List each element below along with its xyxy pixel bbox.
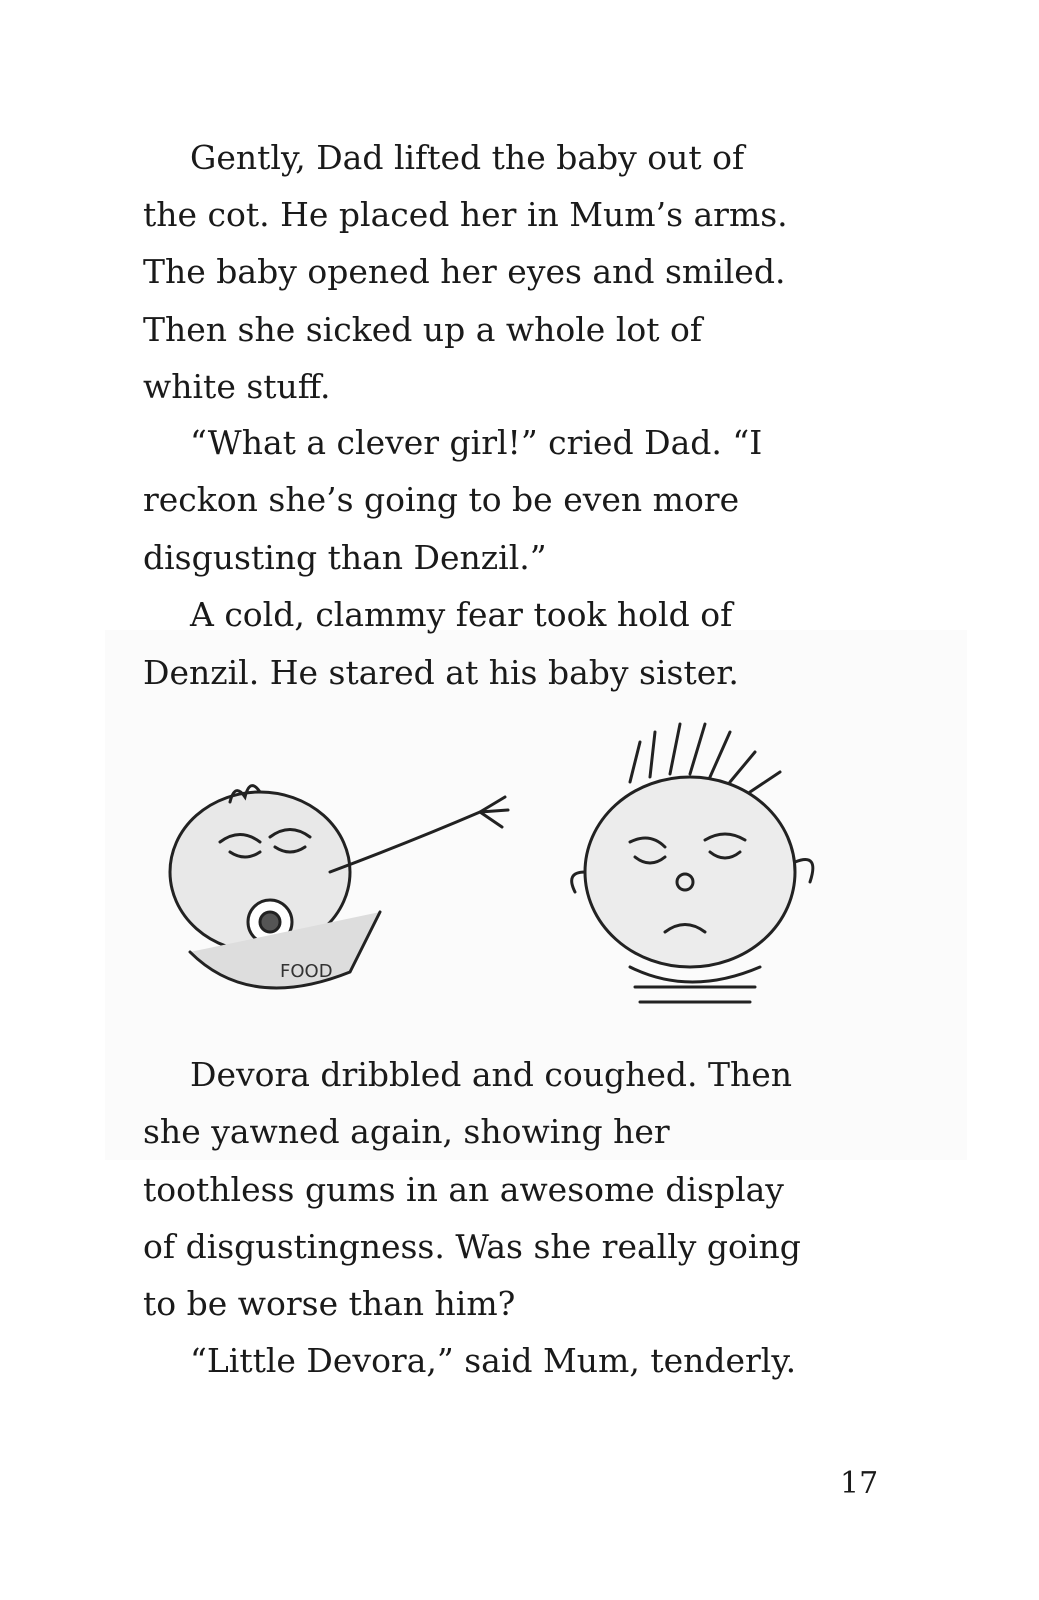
bib-text: FOOD [280, 961, 333, 982]
text-line: Denzil. He stared at his baby sister. [143, 653, 739, 692]
text-line: she yawned again, showing her [143, 1112, 670, 1151]
text-line: toothless gums in an awesome display [143, 1170, 784, 1209]
illustration-baby-and-denzil [150, 712, 870, 1032]
text-line: A cold, clammy fear took hold of [190, 595, 733, 634]
page-number: 17 [840, 1466, 879, 1501]
baby-figure [170, 786, 508, 988]
text-line: “Little Devora,” said Mum, tenderly. [190, 1341, 797, 1380]
text-line: Devora dribbled and coughed. Then [190, 1055, 793, 1094]
text-line: of disgustingness. Was she really going [143, 1227, 801, 1266]
text-line: to be worse than him? [143, 1284, 516, 1323]
text-line: Then she sicked up a whole lot of [143, 310, 703, 349]
text-line: The baby opened her eyes and smiled. [143, 252, 786, 291]
text-line: “What a clever girl!” cried Dad. “I [190, 423, 763, 462]
denzil-figure [572, 724, 813, 1002]
text-line: white stuff. [143, 367, 331, 406]
text-line: the cot. He placed her in Mum’s arms. [143, 195, 788, 234]
text-line: Gently, Dad lifted the baby out of [190, 138, 745, 177]
text-line: disgusting than Denzil.” [143, 538, 547, 577]
text-line: reckon she’s going to be even more [143, 480, 740, 519]
